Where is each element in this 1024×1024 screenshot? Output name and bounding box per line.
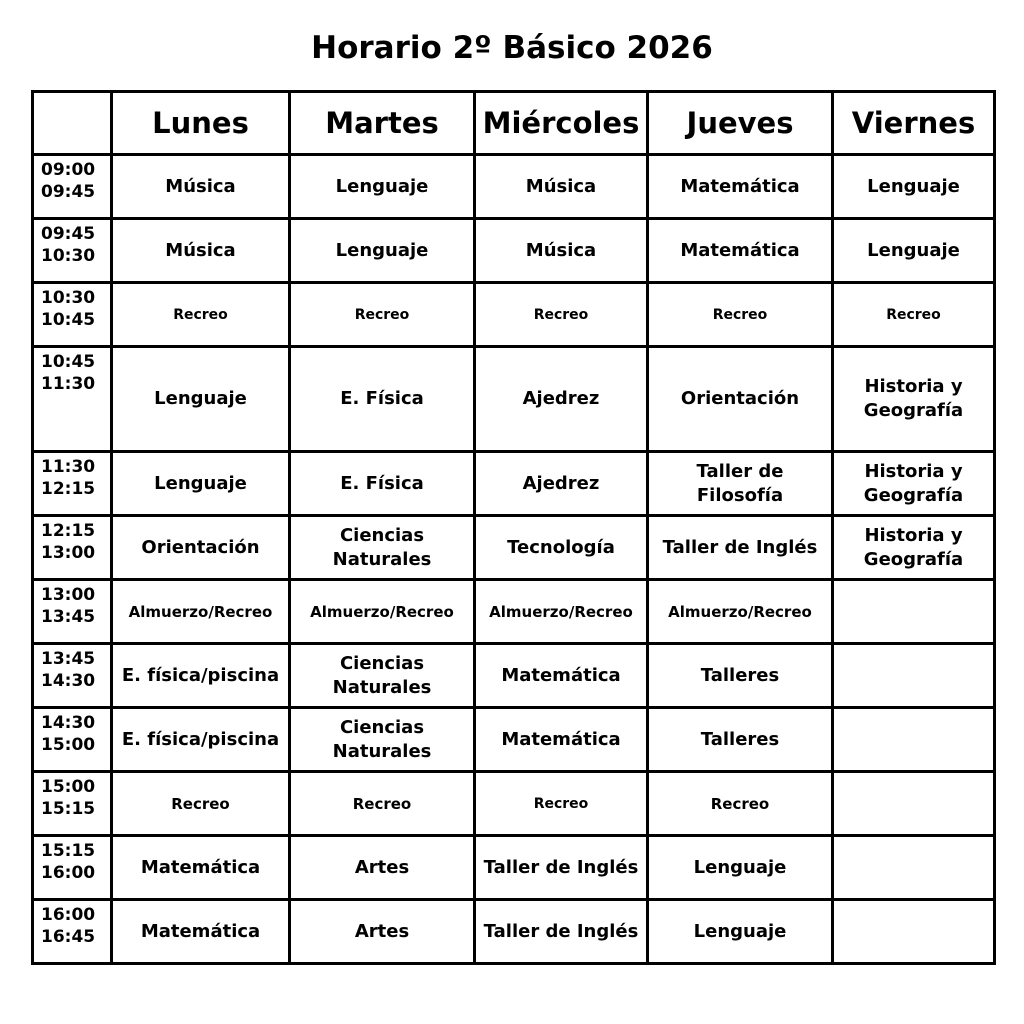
subject-cell: Recreo bbox=[112, 772, 290, 836]
subject-cell: Matemática bbox=[648, 155, 833, 219]
time-end: 15:15 bbox=[41, 799, 96, 819]
subject-cell: Recreo bbox=[475, 283, 648, 347]
time-end: 13:45 bbox=[41, 607, 96, 627]
subject-cell bbox=[833, 900, 995, 964]
subject-cell: Matemática bbox=[112, 900, 290, 964]
time-cell bbox=[33, 900, 112, 964]
subject-cell: Almuerzo/Recreo bbox=[648, 580, 833, 644]
header-viernes: Viernes bbox=[833, 92, 995, 155]
subject-cell: Taller de Inglés bbox=[648, 516, 833, 580]
subject-cell: Matemática bbox=[112, 836, 290, 900]
time-end: 16:00 bbox=[41, 863, 96, 883]
time-cell bbox=[33, 580, 112, 644]
table-row bbox=[33, 155, 995, 219]
time-start: 10:30 bbox=[41, 288, 96, 308]
subject-cell: Lenguaje bbox=[290, 219, 475, 283]
subject-cell: Lenguaje bbox=[290, 155, 475, 219]
time-end: 15:00 bbox=[41, 735, 96, 755]
header-martes: Martes bbox=[290, 92, 475, 155]
time-cell bbox=[33, 772, 112, 836]
subject-cell bbox=[833, 644, 995, 708]
time-end: 13:00 bbox=[41, 543, 96, 563]
subject-cell: E. física/piscina bbox=[112, 644, 290, 708]
table-row bbox=[33, 219, 995, 283]
time-end: 10:30 bbox=[41, 246, 96, 266]
subject-cell: Matemática bbox=[648, 219, 833, 283]
time-cell bbox=[33, 516, 112, 580]
subject-cell bbox=[833, 836, 995, 900]
subject-cell: Ciencias Naturales bbox=[290, 644, 475, 708]
subject-cell: Ciencias Naturales bbox=[290, 516, 475, 580]
subject-cell: Almuerzo/Recreo bbox=[475, 580, 648, 644]
table-row bbox=[33, 516, 995, 580]
subject-cell: Historia y Geografía bbox=[833, 452, 995, 516]
subject-cell: Artes bbox=[290, 836, 475, 900]
time-cell bbox=[33, 155, 112, 219]
subject-cell: Recreo bbox=[290, 772, 475, 836]
schedule-table bbox=[31, 90, 996, 965]
time-cell bbox=[33, 452, 112, 516]
time-start: 14:30 bbox=[41, 713, 96, 733]
time-start: 12:15 bbox=[41, 521, 96, 541]
subject-cell: Historia y Geografía bbox=[833, 347, 995, 452]
subject-cell: Música bbox=[475, 219, 648, 283]
subject-cell bbox=[833, 708, 995, 772]
subject-cell: Taller de Filosofía bbox=[648, 452, 833, 516]
subject-cell bbox=[833, 772, 995, 836]
time-end: 10:45 bbox=[41, 310, 96, 330]
subject-cell: Taller de Inglés bbox=[475, 836, 648, 900]
time-cell bbox=[33, 708, 112, 772]
time-start: 15:00 bbox=[41, 777, 96, 797]
page-title: Horario 2º Básico 2026 bbox=[311, 30, 713, 66]
subject-cell: Orientación bbox=[648, 347, 833, 452]
subject-cell: Lenguaje bbox=[833, 155, 995, 219]
subject-cell: Matemática bbox=[475, 644, 648, 708]
subject-cell: E. física/piscina bbox=[112, 708, 290, 772]
subject-cell: Almuerzo/Recreo bbox=[112, 580, 290, 644]
table-row bbox=[33, 708, 995, 772]
header-row bbox=[33, 92, 995, 155]
subject-cell bbox=[833, 580, 995, 644]
subject-cell: Lenguaje bbox=[648, 900, 833, 964]
table-row bbox=[33, 452, 995, 516]
subject-cell: Música bbox=[112, 219, 290, 283]
time-cell bbox=[33, 644, 112, 708]
time-cell bbox=[33, 283, 112, 347]
time-cell bbox=[33, 347, 112, 452]
subject-cell: Ciencias Naturales bbox=[290, 708, 475, 772]
subject-cell: Talleres bbox=[648, 708, 833, 772]
subject-cell: Lenguaje bbox=[833, 219, 995, 283]
time-end: 11:30 bbox=[41, 374, 96, 394]
subject-cell: Historia y Geografía bbox=[833, 516, 995, 580]
header-lunes: Lunes bbox=[112, 92, 290, 155]
table-row bbox=[33, 283, 995, 347]
subject-cell: Música bbox=[475, 155, 648, 219]
subject-cell: Recreo bbox=[112, 283, 290, 347]
subject-cell: Ajedrez bbox=[475, 452, 648, 516]
time-start: 13:00 bbox=[41, 585, 96, 605]
time-end: 14:30 bbox=[41, 671, 96, 691]
header-miercoles: Miércoles bbox=[475, 92, 648, 155]
subject-cell: Lenguaje bbox=[112, 347, 290, 452]
table-row bbox=[33, 836, 995, 900]
subject-cell: Recreo bbox=[833, 283, 995, 347]
time-start: 15:15 bbox=[41, 841, 96, 861]
time-end: 09:45 bbox=[41, 182, 96, 202]
time-start: 13:45 bbox=[41, 649, 96, 669]
time-start: 09:45 bbox=[41, 224, 96, 244]
subject-cell: Recreo bbox=[648, 283, 833, 347]
table-row bbox=[33, 580, 995, 644]
subject-cell: E. Física bbox=[290, 347, 475, 452]
header-jueves: Jueves bbox=[648, 92, 833, 155]
time-start: 11:30 bbox=[41, 457, 96, 477]
subject-cell: Música bbox=[112, 155, 290, 219]
time-start: 10:45 bbox=[41, 352, 96, 372]
subject-cell: E. Física bbox=[290, 452, 475, 516]
table-row bbox=[33, 347, 995, 452]
table-row bbox=[33, 644, 995, 708]
header-corner bbox=[33, 92, 112, 155]
subject-cell: Recreo bbox=[290, 283, 475, 347]
table-row bbox=[33, 772, 995, 836]
subject-cell: Lenguaje bbox=[112, 452, 290, 516]
subject-cell: Recreo bbox=[648, 772, 833, 836]
subject-cell: Recreo bbox=[475, 772, 648, 836]
subject-cell: Artes bbox=[290, 900, 475, 964]
time-start: 16:00 bbox=[41, 905, 96, 925]
subject-cell: Taller de Inglés bbox=[475, 900, 648, 964]
time-end: 16:45 bbox=[41, 927, 96, 947]
subject-cell: Ajedrez bbox=[475, 347, 648, 452]
time-end: 12:15 bbox=[41, 479, 96, 499]
subject-cell: Lenguaje bbox=[648, 836, 833, 900]
time-start: 09:00 bbox=[41, 160, 96, 180]
subject-cell: Orientación bbox=[112, 516, 290, 580]
time-cell bbox=[33, 836, 112, 900]
subject-cell: Tecnología bbox=[475, 516, 648, 580]
table-row bbox=[33, 900, 995, 964]
time-cell bbox=[33, 219, 112, 283]
subject-cell: Talleres bbox=[648, 644, 833, 708]
subject-cell: Matemática bbox=[475, 708, 648, 772]
subject-cell: Almuerzo/Recreo bbox=[290, 580, 475, 644]
